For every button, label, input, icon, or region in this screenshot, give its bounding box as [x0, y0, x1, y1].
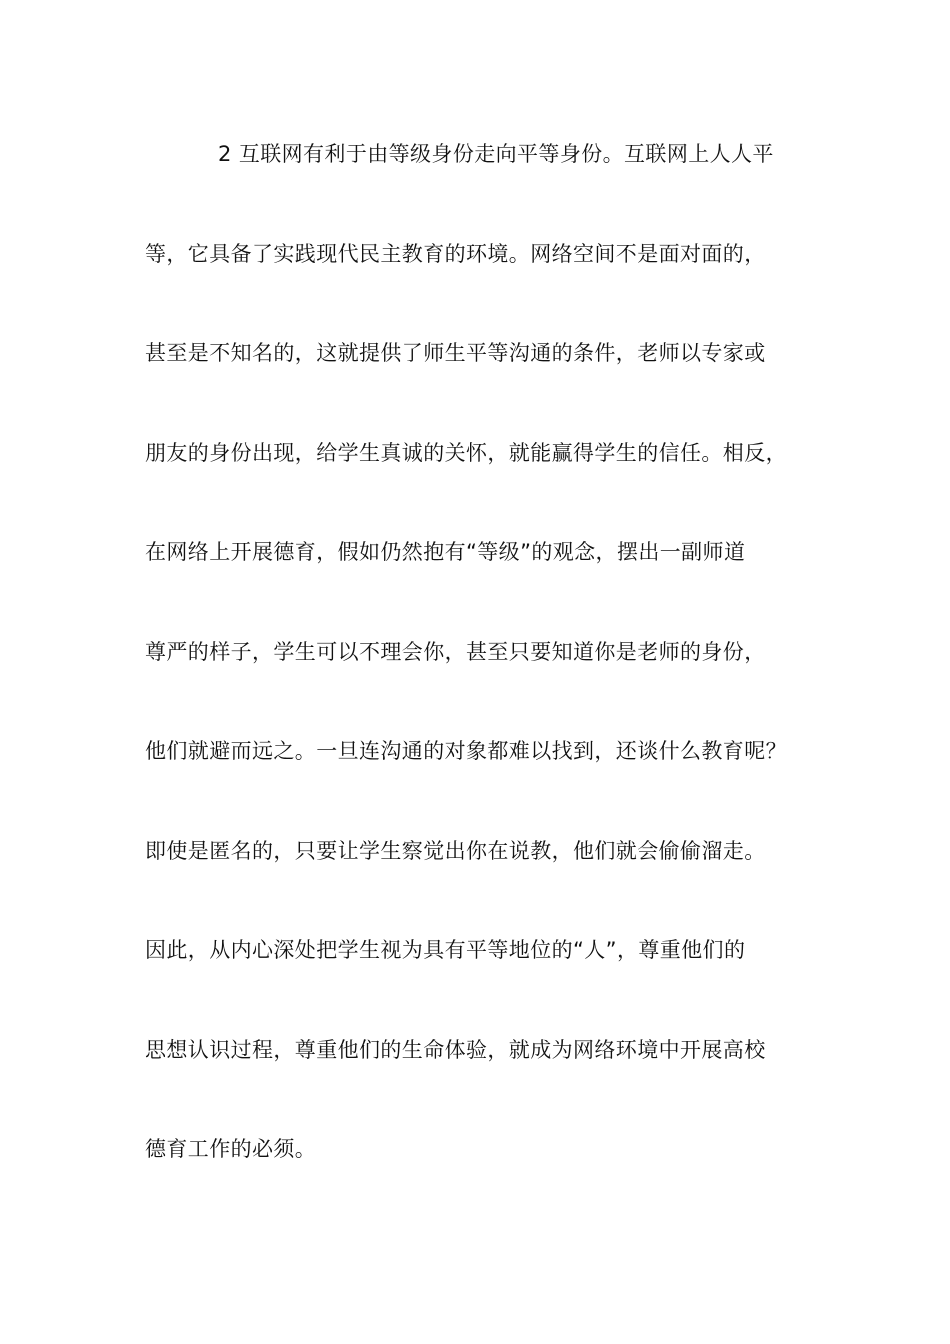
paragraph-line: 朋友的身份出现，给学生真诚的关怀，就能赢得学生的信任。相反，	[145, 440, 787, 465]
paragraph-line: 即使是匿名的，只要让学生察觉出你在说教，他们就会偷偷溜走。	[145, 838, 766, 863]
paragraph-line: 2 互联网有利于由等级身份走向平等身份。互联网上人人平	[218, 142, 774, 166]
body-paragraph	[145, 132, 825, 1227]
paragraph-line: 思想认识过程，尊重他们的生命体验，就成为网络环境中开展高校	[145, 1037, 766, 1062]
paragraph-line: 尊严的样子，学生可以不理会你，甚至只要知道你是老师的身份，	[145, 639, 766, 664]
paragraph-line: 甚至是不知名的，这就提供了师生平等沟通的条件，老师以专家或	[145, 341, 766, 365]
paragraph-line: 在网络上开展德育，假如仍然抱有“等级”的观念，摆出一副师道	[145, 540, 746, 564]
paragraph-line: 德育工作的必须。	[145, 1137, 317, 1161]
paragraph-line: 因此，从内心深处把学生视为具有平等地位的“人”，尊重他们的	[145, 938, 746, 962]
paragraph-line: 等，它具备了实践现代民主教育的环境。网络空间不是面对面的，	[145, 241, 766, 266]
paragraph-line: 他们就避而远之。一旦连沟通的对象都难以找到，还谈什么教育呢？	[145, 739, 787, 763]
